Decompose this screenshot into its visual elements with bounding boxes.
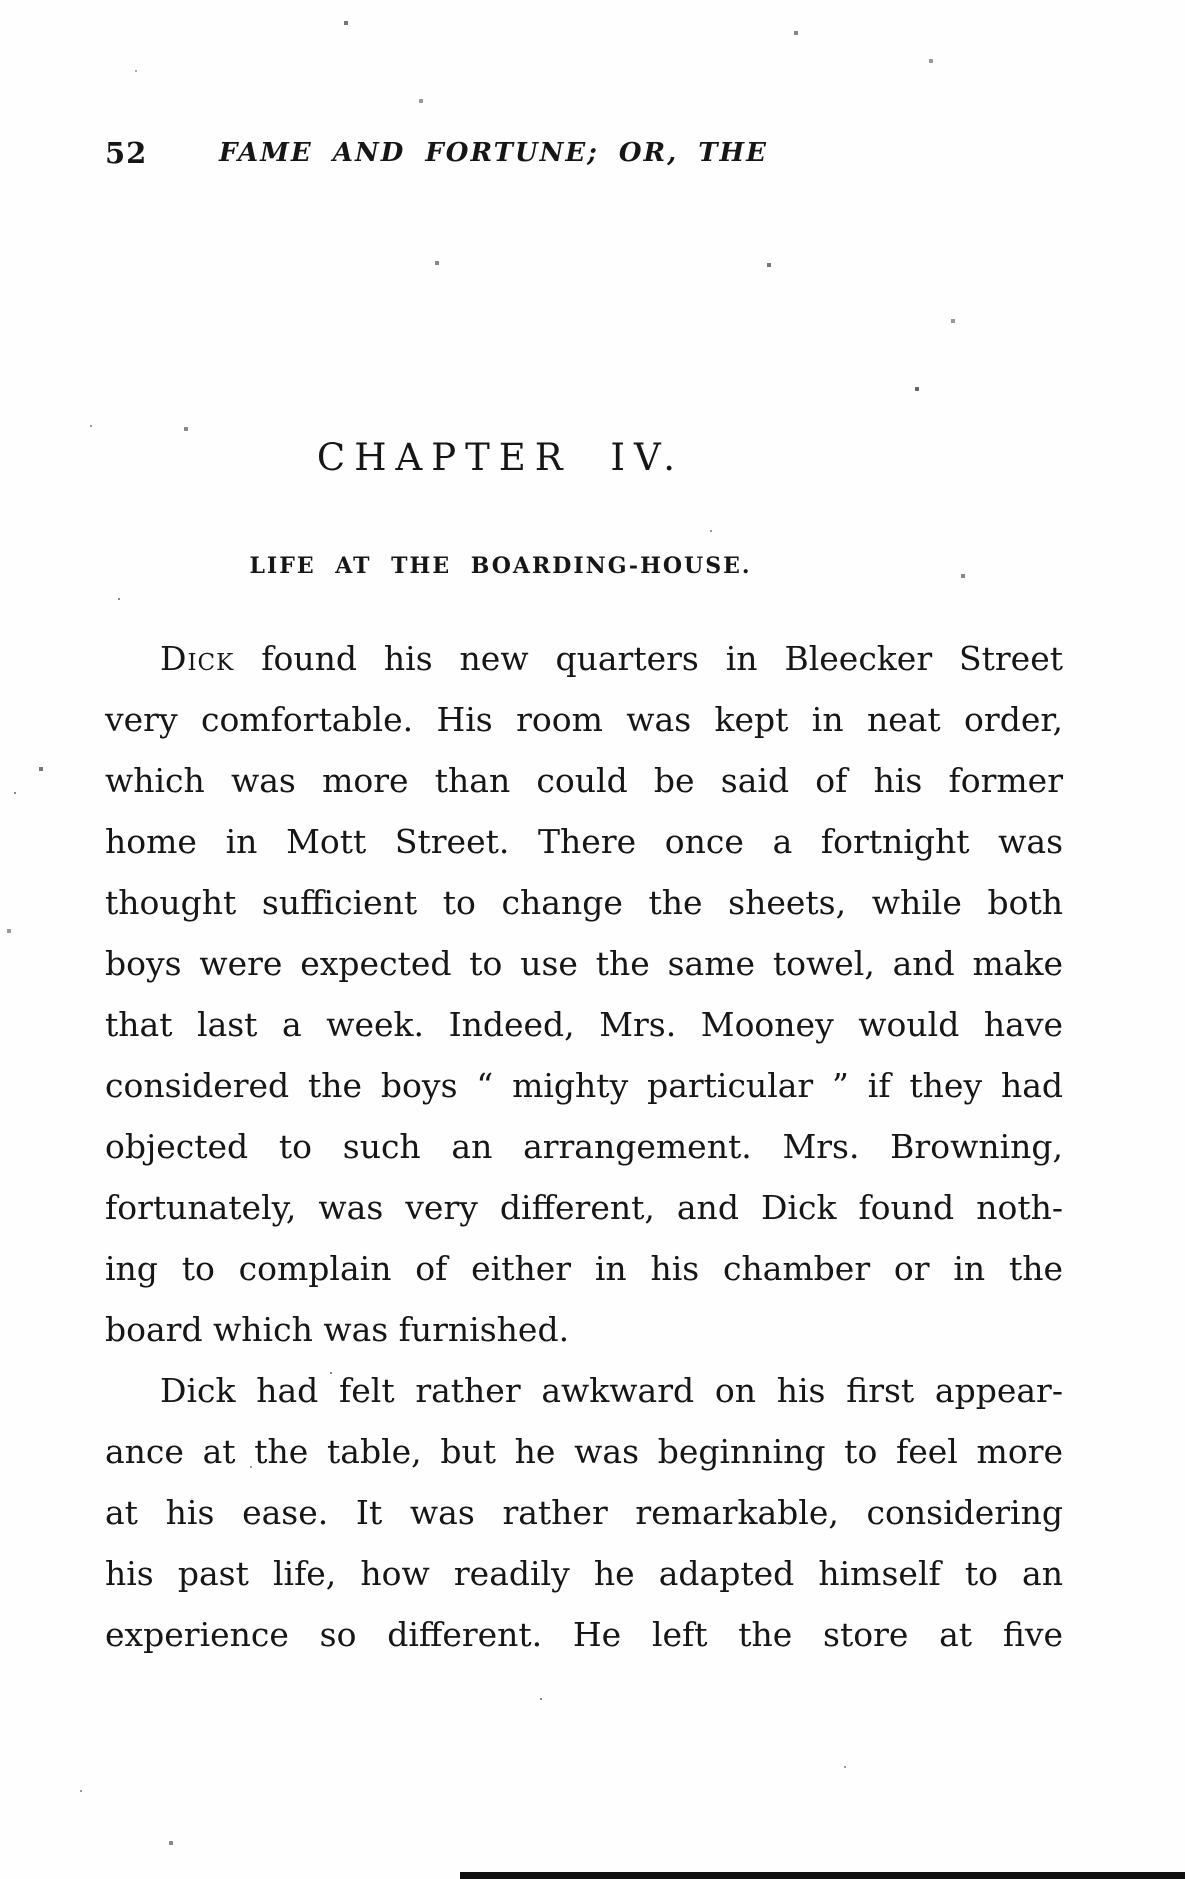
text-line: experience so different. He left the store at five <box>105 1615 1063 1654</box>
text-line: Dick had felt rather awkward on his first appear- <box>160 1371 1063 1410</box>
chapter-heading: CHAPTER IV. <box>316 436 685 479</box>
paragraph <box>105 1360 1063 1665</box>
text-line: his past life, how readily he adapted himself to an <box>105 1554 1063 1593</box>
running-title: FAME AND FORTUNE; OR, THE <box>219 138 768 168</box>
text-line: ance at the table, but he was beginning to feel more <box>105 1432 1063 1471</box>
text-line <box>105 628 1063 689</box>
text-line: objected to such an arrangement. Mrs. Browning, <box>105 1127 1063 1166</box>
text-line: which was more than could be said of his former <box>105 761 1063 800</box>
text-line: at his ease. It was rather remarkable, considering <box>105 1493 1063 1532</box>
text-line: home in Mott Street. There once a fortnight was <box>105 822 1063 861</box>
text-line: ing to complain of either in his chamber or in the <box>105 1249 1063 1288</box>
text-line: very comfortable. His room was kept in neat order, <box>105 700 1063 739</box>
lead-word: Dick <box>160 639 235 678</box>
text-line: boys were expected to use the same towel, and make <box>105 944 1063 983</box>
text-line: board which was furnished. <box>105 1310 570 1349</box>
text-line: thought sufficient to change the sheets, while both <box>105 883 1063 922</box>
text-line: fortunately, was very different, and Dick found noth- <box>105 1188 1063 1227</box>
page-number: 52 <box>105 136 148 170</box>
text-line-rest: found his new quarters in Bleecker Street <box>261 639 1063 678</box>
paragraph <box>105 628 1063 1360</box>
body-text <box>105 628 1063 1665</box>
text-line: considered the boys “ mighty particular ” if they had <box>105 1066 1063 1105</box>
chapter-subtitle: LIFE AT THE BOARDING-HOUSE. <box>249 553 752 579</box>
scan-speckles <box>0 0 2 2</box>
scan-edge-artifact <box>460 1872 1185 1879</box>
text-line: that last a week. Indeed, Mrs. Mooney would have <box>105 1005 1063 1044</box>
